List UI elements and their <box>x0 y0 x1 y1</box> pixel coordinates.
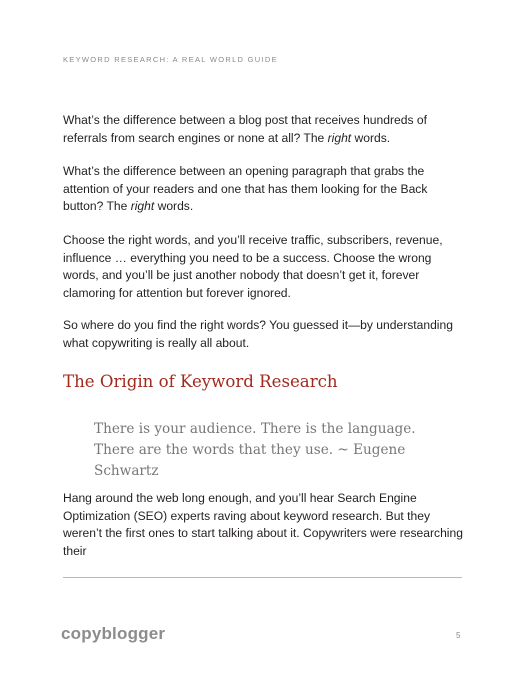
body-paragraph-3: Choose the right words, and you’ll receive traffic, subscribers, revenue, influence … everything you need to be a success. Choose the wrong words, and you’ll be just another nobody that doesn’t get it, forever clamoring for attention but forever ignored. <box>63 233 443 300</box>
paragraph-text: What’s the difference between an opening paragraph that grabs the attention of your readers and one that has them looking for the Back button? The <box>63 164 428 213</box>
body-paragraph-4: So where do you find the right words? You guessed it—by understanding what copywriting is really all about. <box>63 318 453 350</box>
paragraph-text: What’s the difference between a blog post that receives hundreds of referrals from search engines or none at all? The <box>63 113 427 145</box>
paragraph-text: words. <box>154 199 194 213</box>
paragraph-text: words. <box>351 130 391 145</box>
emphasized-word: right <box>327 130 352 145</box>
page-number: 5 <box>456 631 461 640</box>
body-paragraph-1 <box>63 112 465 147</box>
body-paragraph-2 <box>63 163 465 216</box>
footer-divider <box>63 577 462 578</box>
running-header: KEYWORD RESEARCH: A REAL WORLD GUIDE <box>63 55 278 64</box>
body-paragraph-5: Hang around the web long enough, and you’ll hear Search Engine Optimization (SEO) experts raving about keyword research. But they weren’t the first ones to start talking about it. Copywriters were researching their <box>63 491 463 558</box>
section-heading: The Origin of Keyword Research <box>63 372 338 391</box>
pull-quote: There is your audience. There is the language. There are the words that they use. ~ Eugene Schwartz <box>94 421 416 479</box>
emphasized-word: right <box>130 199 155 213</box>
copyblogger-logo: copyblogger <box>61 624 166 643</box>
